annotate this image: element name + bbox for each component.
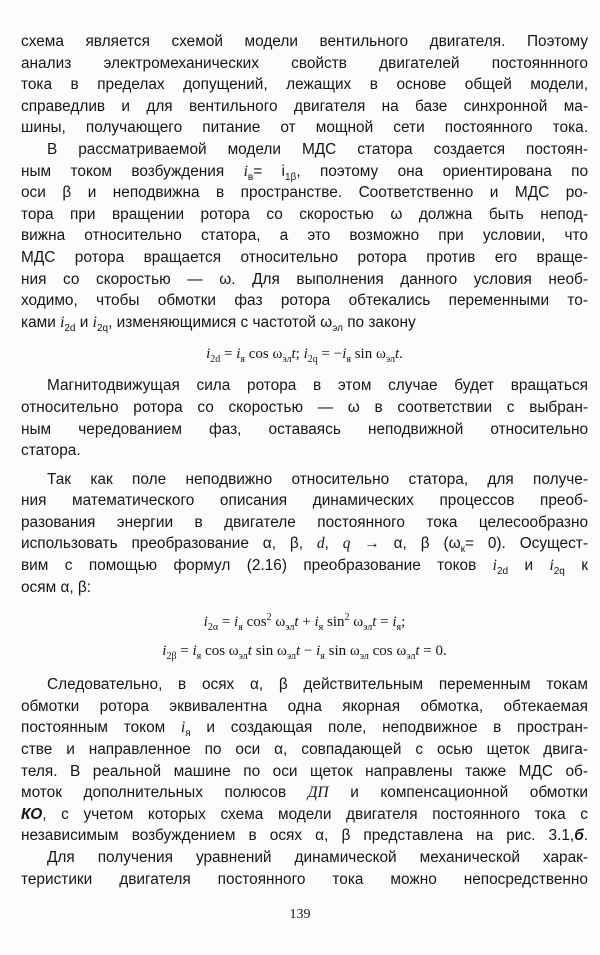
text-run: = bbox=[376, 614, 393, 631]
text-run: вижна относительно статора, а это возможно при условии, что bbox=[21, 227, 588, 245]
text-line bbox=[21, 419, 588, 441]
text-run: теля. В реальной машине по оси щеток направлены также МДС об- bbox=[21, 762, 588, 780]
text-run: теристики двигателя постоянного тока можно непосредственно bbox=[21, 870, 588, 888]
text-line bbox=[21, 182, 588, 204]
italic-symbol: i bbox=[192, 643, 197, 660]
text-line bbox=[21, 469, 588, 491]
subscript: 2d bbox=[210, 354, 221, 366]
text-run: ным током возбуждения bbox=[21, 162, 244, 180]
text-run: , с учетом которых схема модели двигателя постоянного тока с bbox=[42, 805, 588, 823]
text-run: − bbox=[300, 643, 317, 660]
text-run: cos ω bbox=[201, 643, 239, 660]
text-run: ния со скоростью — ω. Для выполнения данного условия необ- bbox=[21, 270, 588, 288]
text-run: стве и направленное по оси α, совпадающей с осью щеток двига- bbox=[21, 741, 588, 759]
italic-symbol: i bbox=[392, 614, 397, 631]
text-line bbox=[21, 782, 588, 804]
text-run: разования энергии в двигателе постоянного тока целесообразно bbox=[21, 513, 588, 531]
italic-symbol: ДП bbox=[307, 784, 329, 802]
subscript: я bbox=[396, 622, 402, 634]
text-run: = 0). Осущест- bbox=[464, 535, 588, 553]
paragraph bbox=[21, 31, 588, 139]
text-line bbox=[21, 204, 588, 226]
text-run: вим с помощью формул (2.16) преобразование токов bbox=[21, 557, 493, 575]
subscript: в bbox=[247, 171, 254, 183]
text-run: шины, получающего питание от мощной сети постоянного тока. bbox=[21, 119, 588, 137]
text-line bbox=[21, 512, 588, 534]
page-number: 139 bbox=[289, 907, 311, 922]
text-run: , поэтому она ориентирована по bbox=[296, 162, 589, 180]
subscript: 2α bbox=[207, 622, 219, 634]
text-run: моток дополнительных полюсов bbox=[21, 784, 308, 802]
text-run: ω bbox=[271, 614, 286, 631]
text-run: тока в пределах допущений, лежащих в основе общей модели, bbox=[21, 76, 588, 94]
text-run: = i bbox=[253, 162, 285, 180]
text-run: → α, β (ω bbox=[350, 535, 461, 553]
text-line bbox=[21, 53, 588, 75]
text-run: справедлив и для вентильного двигателя на базе синхронной ма- bbox=[21, 97, 588, 115]
italic-symbol: t bbox=[295, 643, 301, 660]
superscript: 2 bbox=[344, 612, 350, 624]
italic-symbol: i bbox=[92, 313, 97, 331]
text-run: и компенсационной обмотки bbox=[328, 784, 588, 802]
subscript: эл bbox=[385, 354, 395, 366]
italic-symbol: i bbox=[492, 557, 497, 575]
subscript: эл bbox=[406, 651, 416, 663]
text-run: осям α, β: bbox=[21, 578, 92, 596]
text-run: МДС ротора вращается относительно ротора против его враще- bbox=[21, 248, 588, 266]
italic-symbol: t bbox=[291, 346, 296, 363]
italic-symbol: i bbox=[180, 719, 186, 737]
text-run: sin bbox=[323, 614, 345, 631]
text-run: и создающая поле, неподвижное в простран- bbox=[190, 719, 588, 737]
text-run: и bbox=[508, 557, 550, 575]
italic-symbol: i bbox=[316, 643, 321, 660]
text-line bbox=[21, 117, 588, 139]
italic-symbol: i bbox=[203, 614, 208, 631]
italic-symbol: t bbox=[394, 346, 400, 363]
subscript: 2q bbox=[96, 322, 109, 334]
formula-block bbox=[21, 598, 588, 674]
subscript: 2d bbox=[64, 322, 76, 334]
subscript: 2q bbox=[553, 566, 565, 578]
text-line bbox=[21, 139, 588, 161]
subscript: я bbox=[320, 651, 325, 663]
page-body bbox=[21, 31, 588, 890]
text-line bbox=[21, 533, 588, 555]
text-run: sin ω bbox=[251, 643, 287, 660]
text-run: Следовательно, в осях α, β действительным переменным токам bbox=[47, 676, 588, 694]
subscript: 2d bbox=[496, 566, 509, 578]
text-line bbox=[21, 440, 588, 462]
text-run: . bbox=[583, 827, 588, 845]
paragraph bbox=[21, 674, 588, 847]
text-run: Магнитодвижущая сила ротора в этом случае будет вращаться bbox=[47, 377, 588, 395]
text-run: cos ω bbox=[368, 643, 407, 660]
text-run: относительно ротора со скоростью — ω в соответствии с выбран- bbox=[21, 398, 588, 416]
equation-line bbox=[21, 608, 588, 637]
text-line bbox=[21, 869, 588, 891]
italic-symbol: t bbox=[247, 643, 252, 660]
text-line bbox=[21, 825, 588, 847]
text-run: + bbox=[298, 614, 315, 631]
equation-line bbox=[21, 333, 588, 375]
italic-symbol: d bbox=[316, 535, 325, 553]
subscript: я bbox=[185, 728, 191, 740]
text-run: к bbox=[564, 557, 588, 575]
text-line bbox=[21, 674, 588, 696]
text-line bbox=[21, 225, 588, 247]
text-line bbox=[21, 717, 588, 739]
text-line bbox=[21, 761, 588, 783]
text-run: независимым возбуждением в осях α, β представлена на рис. 3.1, bbox=[21, 827, 575, 845]
subscript: эл bbox=[363, 622, 373, 634]
italic-symbol: q bbox=[342, 535, 351, 553]
text-line bbox=[21, 312, 588, 334]
text-run: cos ω bbox=[245, 346, 283, 363]
text-line bbox=[21, 161, 588, 183]
text-run: В рассматриваемой модели МДС статора создается постоян- bbox=[47, 140, 588, 158]
italic-symbol: i bbox=[162, 643, 167, 660]
italic-symbol: i bbox=[60, 313, 65, 331]
italic-symbol: i bbox=[243, 162, 248, 180]
bold-italic-text: КО bbox=[21, 805, 43, 823]
subscript: я bbox=[346, 354, 351, 366]
italic-symbol: t bbox=[415, 643, 420, 660]
text-line bbox=[21, 269, 588, 291]
paragraph bbox=[21, 375, 588, 461]
subscript: эл bbox=[238, 651, 248, 663]
paragraph-gap bbox=[21, 462, 588, 469]
text-run: ния математического описания динамических процессов преоб- bbox=[21, 492, 588, 510]
italic-symbol: i bbox=[314, 614, 319, 631]
subscript: я bbox=[318, 622, 324, 634]
paragraph bbox=[21, 469, 588, 599]
text-run: оси β и неподвижна в пространстве. Соответственно и МДС ро- bbox=[21, 184, 588, 202]
text-run: , изменяющимися с частотой ω bbox=[108, 313, 333, 331]
italic-symbol: i bbox=[303, 346, 308, 363]
formula-block bbox=[21, 333, 588, 375]
text-run: = bbox=[218, 614, 235, 631]
subscript: эл bbox=[285, 622, 295, 634]
text-run: ками bbox=[21, 313, 61, 331]
italic-symbol: i bbox=[234, 614, 239, 631]
superscript: 2 bbox=[266, 612, 272, 624]
text-run: sin ω bbox=[350, 346, 386, 363]
text-line bbox=[21, 847, 588, 869]
text-run: ходимо, чтобы обмотки фаз ротора обтекались переменными то- bbox=[21, 292, 588, 310]
text-line bbox=[21, 375, 588, 397]
text-run: , bbox=[324, 535, 343, 553]
text-run: Для получения уравнений динамической механической харак- bbox=[47, 849, 588, 866]
bold-italic-text: б bbox=[574, 827, 584, 845]
text-line bbox=[21, 397, 588, 419]
text-run: использовать преобразование α, β, bbox=[21, 535, 317, 553]
text-line bbox=[21, 739, 588, 761]
text-run: обмотки ротора эквивалентна одна якорная обмотка, обтекаемая bbox=[21, 697, 588, 715]
text-run: постоянным током bbox=[21, 719, 181, 737]
subscript: эл bbox=[359, 651, 369, 663]
italic-symbol: t bbox=[294, 614, 299, 631]
italic-symbol: i bbox=[342, 346, 347, 363]
text-run: ; bbox=[401, 614, 406, 631]
text-run: ω bbox=[349, 614, 364, 631]
text-run: = − bbox=[317, 346, 343, 363]
italic-symbol: i bbox=[206, 346, 211, 363]
italic-symbol: i bbox=[549, 557, 554, 575]
paragraph bbox=[21, 139, 588, 333]
equation-line bbox=[21, 637, 588, 666]
subscript: я bbox=[196, 651, 202, 663]
text-line bbox=[21, 74, 588, 96]
subscript: я bbox=[240, 354, 246, 366]
italic-symbol: i bbox=[236, 346, 241, 363]
text-line bbox=[21, 555, 588, 577]
text-run: по закону bbox=[342, 313, 416, 331]
text-line bbox=[21, 490, 588, 512]
text-line bbox=[21, 696, 588, 718]
text-run: = bbox=[220, 346, 237, 363]
subscript: к bbox=[460, 544, 465, 556]
text-line bbox=[21, 577, 588, 599]
text-line bbox=[21, 96, 588, 118]
text-run: Так как поле неподвижно относительно статора, для получе- bbox=[47, 470, 588, 488]
text-run: sin ω bbox=[324, 643, 360, 660]
text-line bbox=[21, 804, 588, 826]
text-run: ; bbox=[295, 346, 304, 363]
text-run: и bbox=[75, 313, 93, 331]
subscript: эл bbox=[332, 322, 343, 334]
text-run: cos bbox=[242, 614, 267, 631]
subscript: эл bbox=[282, 354, 292, 366]
text-run: схема является схемой модели вентильного двигателя. Поэтому bbox=[21, 33, 588, 50]
text-run: = bbox=[176, 643, 193, 660]
text-line bbox=[21, 247, 588, 269]
italic-symbol: t bbox=[372, 614, 377, 631]
subscript: 1β bbox=[284, 171, 297, 183]
text-run: = 0. bbox=[419, 643, 447, 660]
subscript: я bbox=[238, 622, 243, 634]
text-line bbox=[21, 31, 588, 53]
text-run: статора. bbox=[21, 442, 81, 460]
text-line bbox=[21, 290, 588, 312]
subscript: эл bbox=[286, 651, 296, 663]
text-run: . bbox=[399, 346, 403, 363]
text-run: тора при вращении ротора со скоростью ω должна быть непод- bbox=[21, 205, 588, 223]
subscript: 2q bbox=[307, 354, 318, 366]
paragraph bbox=[21, 847, 588, 890]
subscript: 2β bbox=[166, 651, 177, 663]
text-run: анализ электромеханических свойств двигателей постояннного bbox=[21, 54, 588, 72]
text-run: ным чередованием фаз, оставаясь неподвижной относительно bbox=[21, 420, 588, 438]
